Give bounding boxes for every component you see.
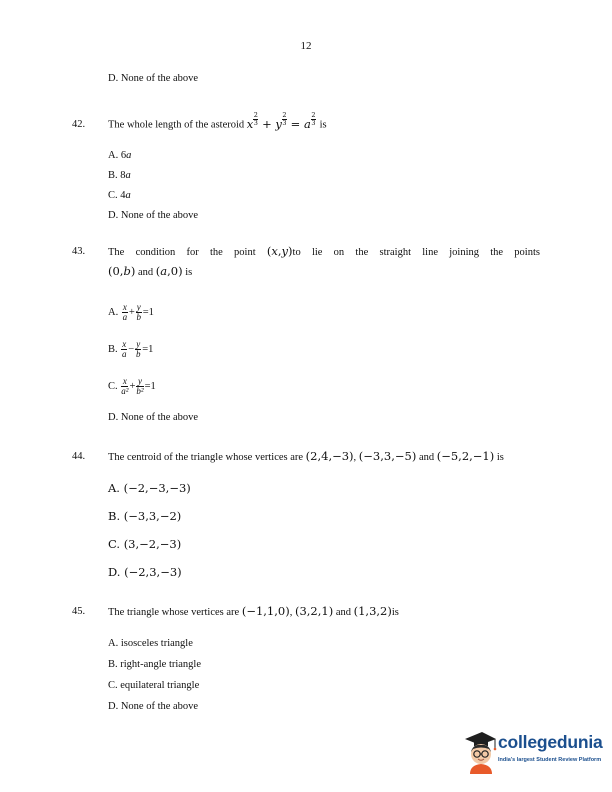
- q45-text: The triangle whose vertices are (−1,1,0), (3,2,1) and (1,3,2)is: [108, 604, 399, 618]
- prev-option-d: D. None of the above: [108, 73, 199, 84]
- q43-number: 43.: [72, 246, 86, 257]
- q43-option-a: A. $\frac{x}{a}$ + $\frac{y}{b}$ =1: [108, 302, 154, 322]
- q43-option-b: B. $\frac{x}{a}$ − $\frac{y}{b}$ =1: [108, 339, 154, 359]
- q44-option-a: A. (−2,−3,−3): [108, 481, 191, 495]
- q42-text-after: is: [319, 119, 327, 131]
- q44-option-c: C. (3,−2,−3): [108, 537, 182, 551]
- q44-option-d: D. (−2,3,−3): [108, 565, 182, 579]
- q42-equation: x $\frac{2}{3}$ + y $\frac{2}{3}$ = a $\frac{2}{3}$: [246, 111, 316, 131]
- q45-option-c: C. equilateral triangle: [108, 680, 200, 691]
- q42-text-before: The whole length of the asteroid: [108, 119, 245, 131]
- q43-line1: The condition for the point (x,y)to lie on the straight line joining the points: [108, 244, 540, 258]
- q42-number: 42.: [72, 119, 86, 130]
- logo-wordmark: collegedunia: [498, 732, 603, 752]
- q45-option-a: A. isosceles triangle: [108, 638, 193, 649]
- q45-number: 45.: [72, 606, 86, 617]
- q44-option-b: B. (−3,3,−2): [108, 509, 182, 523]
- q45-option-b: B. right-angle triangle: [108, 659, 202, 670]
- q42-option-a: A. 6a: [108, 150, 132, 161]
- graduate-mascot-icon: [462, 728, 498, 774]
- q44-text: The centroid of the triangle whose vertices are (2,4,−3), (−3,3,−5) and (−5,2,−1) is: [108, 449, 504, 463]
- logo-tagline: India's largest Student Review Platform: [498, 757, 602, 763]
- q44-number: 44.: [72, 451, 86, 462]
- q45-option-d: D. None of the above: [108, 701, 199, 712]
- page-number: 12: [300, 40, 312, 52]
- q43-option-d: D. None of the above: [108, 412, 199, 423]
- collegedunia-logo: [462, 728, 604, 774]
- q42-option-b: B. 8a: [108, 170, 131, 181]
- q42-option-d: D. None of the above: [108, 210, 199, 221]
- q43-option-c: C. $\frac{x}{\text{a²}}$ + $\frac{y}{\text{b²}}$ =1: [108, 376, 156, 396]
- q42-text: [108, 112, 327, 131]
- q43-line2: (0,b) and (a,0) is: [108, 264, 193, 278]
- q42-option-c: C. 4a: [108, 190, 131, 201]
